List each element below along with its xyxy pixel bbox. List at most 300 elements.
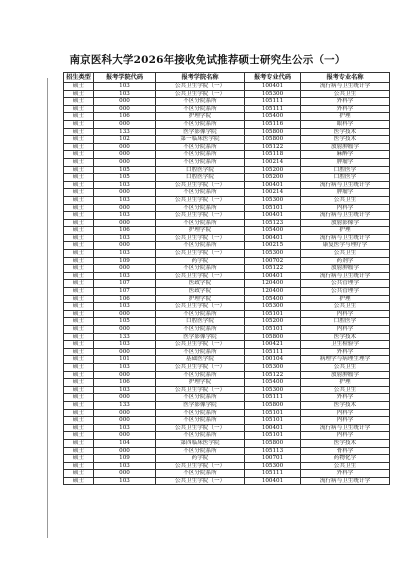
table-row	[64, 318, 390, 326]
cell-major-name: 外科学	[301, 105, 390, 113]
cell-college-code: 103	[94, 272, 156, 280]
cell-major-name: 内科学	[301, 326, 390, 334]
table-row	[64, 462, 390, 470]
cell-major-code: 105800	[245, 401, 301, 409]
header-college-code: 报考学院代码	[94, 73, 156, 83]
cell-major-code: 105200	[245, 318, 301, 326]
table-row	[64, 295, 390, 303]
header-major-code: 报考专业代码	[245, 73, 301, 83]
cell-college-name: 不区分院系所	[156, 310, 245, 318]
cell-major-code: 105118	[245, 151, 301, 159]
cell-major-code: 100421	[245, 341, 301, 349]
cell-enrollment-type: 硕士	[64, 424, 94, 432]
cell-enrollment-type: 硕士	[64, 409, 94, 417]
cell-major-code: 105300	[245, 250, 301, 258]
cell-college-code: 000	[94, 394, 156, 402]
cell-college-code: 000	[94, 409, 156, 417]
cell-major-code: 120400	[245, 280, 301, 288]
cell-major-code: 105800	[245, 439, 301, 447]
cell-major-code: 105116	[245, 120, 301, 128]
cell-college-name: 公共卫生学院（一）	[156, 212, 245, 220]
cell-college-code: 105	[94, 166, 156, 174]
cell-enrollment-type: 硕士	[64, 143, 94, 151]
cell-enrollment-type: 硕士	[64, 333, 94, 341]
table-row	[64, 341, 390, 349]
cell-major-code: 105111	[245, 394, 301, 402]
cell-college-name: 不区分院系所	[156, 432, 245, 440]
header-college-name: 报考学院名称	[156, 73, 245, 83]
table-row	[64, 158, 390, 166]
cell-major-code: 100214	[245, 158, 301, 166]
cell-enrollment-type: 硕士	[64, 288, 94, 296]
cell-college-code: 101	[94, 356, 156, 364]
cell-college-code: 000	[94, 105, 156, 113]
cell-college-name: 护理学院	[156, 227, 245, 235]
cell-college-name: 不区分院系所	[156, 158, 245, 166]
cell-college-code: 103	[94, 250, 156, 258]
table-row	[64, 174, 390, 182]
table-row	[64, 189, 390, 197]
cell-major-name: 公共管理学	[301, 288, 390, 296]
cell-major-code: 105300	[245, 386, 301, 394]
cell-major-code: 100401	[245, 234, 301, 242]
cell-major-code: 105111	[245, 348, 301, 356]
cell-college-name: 医政学院	[156, 288, 245, 296]
cell-major-code: 105111	[245, 470, 301, 478]
admission-table	[63, 72, 390, 485]
table-row	[64, 257, 390, 265]
table-row	[64, 386, 390, 394]
cell-major-code: 100104	[245, 356, 301, 364]
cell-college-code: 103	[94, 363, 156, 371]
cell-major-code: 105123	[245, 219, 301, 227]
table-row	[64, 181, 390, 189]
cell-college-code: 104	[94, 439, 156, 447]
cell-college-name: 公共卫生学院（一）	[156, 196, 245, 204]
cell-major-code: 105101	[245, 432, 301, 440]
cell-enrollment-type: 硕士	[64, 250, 94, 258]
cell-college-name: 医政学院	[156, 280, 245, 288]
table-row	[64, 470, 390, 478]
cell-college-name: 不区分院系所	[156, 326, 245, 334]
cell-major-code: 105111	[245, 98, 301, 106]
table-row	[64, 288, 390, 296]
cell-college-code: 103	[94, 477, 156, 485]
cell-major-name: 放射肿瘤学	[301, 371, 390, 379]
cell-college-code: 000	[94, 204, 156, 212]
table-row	[64, 432, 390, 440]
table-row	[64, 113, 390, 121]
cell-college-code: 000	[94, 143, 156, 151]
cell-college-name: 不区分院系所	[156, 348, 245, 356]
table-row	[64, 401, 390, 409]
cell-college-code: 106	[94, 379, 156, 387]
cell-enrollment-type: 硕士	[64, 136, 94, 144]
cell-enrollment-type: 硕士	[64, 166, 94, 174]
cell-college-code: 109	[94, 455, 156, 463]
cell-major-code: 105800	[245, 128, 301, 136]
cell-college-code: 000	[94, 151, 156, 159]
cell-college-name: 公共卫生学院（一）	[156, 341, 245, 349]
cell-enrollment-type: 硕士	[64, 394, 94, 402]
cell-college-code: 000	[94, 98, 156, 106]
cell-enrollment-type: 硕士	[64, 128, 94, 136]
left-binding-edge	[47, 78, 53, 538]
cell-college-name: 公共卫生学院（一）	[156, 386, 245, 394]
cell-major-name: 眼科学	[301, 120, 390, 128]
cell-major-code: 105300	[245, 196, 301, 204]
cell-enrollment-type: 硕士	[64, 303, 94, 311]
cell-college-code: 103	[94, 462, 156, 470]
cell-college-name: 不区分院系所	[156, 447, 245, 455]
table-row	[64, 166, 390, 174]
cell-college-name: 不区分院系所	[156, 219, 245, 227]
cell-major-code: 105400	[245, 227, 301, 235]
cell-college-name: 医学影像学院	[156, 128, 245, 136]
table-row	[64, 439, 390, 447]
cell-enrollment-type: 硕士	[64, 219, 94, 227]
table-row	[64, 356, 390, 364]
cell-major-name: 口腔医学	[301, 318, 390, 326]
page-title: 南京医科大学2026年接收免试推荐硕士研究生公示（一）	[69, 54, 346, 66]
table-row	[64, 280, 390, 288]
cell-major-code: 100702	[245, 257, 301, 265]
table-row	[64, 151, 390, 159]
cell-college-name: 公共卫生学院（一）	[156, 83, 245, 91]
cell-major-code: 105101	[245, 204, 301, 212]
cell-major-code: 105800	[245, 136, 301, 144]
cell-major-name: 流行病与卫生统计学	[301, 83, 390, 91]
cell-enrollment-type: 硕士	[64, 98, 94, 106]
table-row	[64, 447, 390, 455]
cell-college-code: 103	[94, 303, 156, 311]
cell-major-code: 100215	[245, 242, 301, 250]
cell-major-name: 外科学	[301, 348, 390, 356]
cell-college-code: 000	[94, 189, 156, 197]
cell-enrollment-type: 硕士	[64, 90, 94, 98]
cell-major-name: 医学技术	[301, 401, 390, 409]
cell-college-name: 护理学院	[156, 295, 245, 303]
table-row	[64, 250, 390, 258]
cell-enrollment-type: 硕士	[64, 447, 94, 455]
cell-major-code: 100401	[245, 181, 301, 189]
cell-college-name: 公共卫生学院（一）	[156, 424, 245, 432]
cell-enrollment-type: 硕士	[64, 151, 94, 159]
cell-enrollment-type: 硕士	[64, 462, 94, 470]
cell-major-name: 护理	[301, 113, 390, 121]
cell-major-name: 公共卫生	[301, 90, 390, 98]
cell-college-code: 109	[94, 257, 156, 265]
cell-major-name: 放射肿瘤学	[301, 265, 390, 273]
cell-major-code: 105400	[245, 379, 301, 387]
table-body	[64, 83, 390, 485]
cell-college-name: 不区分院系所	[156, 409, 245, 417]
cell-major-name: 医学技术	[301, 333, 390, 341]
cell-college-code: 000	[94, 219, 156, 227]
cell-major-code: 105300	[245, 90, 301, 98]
cell-college-code: 103	[94, 181, 156, 189]
cell-college-code: 106	[94, 295, 156, 303]
cell-college-name: 护理学院	[156, 113, 245, 121]
cell-college-name: 公共卫生学院（一）	[156, 303, 245, 311]
cell-enrollment-type: 硕士	[64, 204, 94, 212]
cell-enrollment-type: 硕士	[64, 371, 94, 379]
cell-college-name: 第四临床医学院	[156, 439, 245, 447]
cell-enrollment-type: 硕士	[64, 196, 94, 204]
cell-major-code: 105122	[245, 143, 301, 151]
cell-major-code: 105300	[245, 363, 301, 371]
cell-college-code: 000	[94, 310, 156, 318]
cell-major-name: 公共卫生	[301, 196, 390, 204]
table-row	[64, 196, 390, 204]
cell-college-code: 000	[94, 242, 156, 250]
cell-major-name: 口腔医学	[301, 174, 390, 182]
cell-college-name: 不区分院系所	[156, 417, 245, 425]
cell-major-code: 100701	[245, 455, 301, 463]
cell-college-name: 不区分院系所	[156, 98, 245, 106]
cell-major-code: 100401	[245, 272, 301, 280]
cell-major-code: 105101	[245, 326, 301, 334]
cell-major-code: 105200	[245, 174, 301, 182]
cell-major-code: 105101	[245, 310, 301, 318]
cell-major-name: 公共卫生	[301, 386, 390, 394]
cell-college-name: 公共卫生学院（一）	[156, 250, 245, 258]
cell-major-code: 105113	[245, 447, 301, 455]
cell-enrollment-type: 硕士	[64, 477, 94, 485]
cell-major-name: 外科学	[301, 394, 390, 402]
cell-enrollment-type: 硕士	[64, 341, 94, 349]
cell-major-code: 100214	[245, 189, 301, 197]
cell-college-name: 药学院	[156, 455, 245, 463]
cell-major-name: 内科学	[301, 417, 390, 425]
cell-college-code: 107	[94, 288, 156, 296]
cell-major-name: 护理	[301, 295, 390, 303]
cell-college-code: 000	[94, 265, 156, 273]
cell-major-name: 流行病与卫生统计学	[301, 181, 390, 189]
cell-enrollment-type: 硕士	[64, 348, 94, 356]
cell-college-name: 不区分院系所	[156, 242, 245, 250]
cell-enrollment-type: 硕士	[64, 120, 94, 128]
cell-major-code: 105101	[245, 417, 301, 425]
cell-college-name: 不区分院系所	[156, 371, 245, 379]
cell-major-code: 100401	[245, 83, 301, 91]
cell-major-name: 医学技术	[301, 439, 390, 447]
cell-college-code: 000	[94, 447, 156, 455]
cell-college-code: 000	[94, 326, 156, 334]
cell-enrollment-type: 硕士	[64, 242, 94, 250]
table-row	[64, 272, 390, 280]
cell-enrollment-type: 硕士	[64, 379, 94, 387]
cell-college-name: 公共卫生学院（一）	[156, 234, 245, 242]
cell-major-name: 公共管理学	[301, 280, 390, 288]
cell-college-code: 000	[94, 417, 156, 425]
cell-college-name: 口腔医学院	[156, 318, 245, 326]
cell-enrollment-type: 硕士	[64, 417, 94, 425]
cell-college-code: 133	[94, 128, 156, 136]
cell-major-code: 105122	[245, 265, 301, 273]
table-row	[64, 227, 390, 235]
cell-enrollment-type: 硕士	[64, 455, 94, 463]
cell-major-name: 公共卫生	[301, 250, 390, 258]
cell-college-name: 公共卫生学院（一）	[156, 363, 245, 371]
cell-college-name: 护理学院	[156, 379, 245, 387]
cell-major-name: 药剂学	[301, 257, 390, 265]
cell-major-code: 105800	[245, 333, 301, 341]
cell-college-code: 102	[94, 136, 156, 144]
table-row	[64, 98, 390, 106]
cell-college-name: 基础医学院	[156, 356, 245, 364]
cell-college-code: 000	[94, 470, 156, 478]
cell-major-name: 公共卫生	[301, 462, 390, 470]
table-row	[64, 477, 390, 485]
table-row	[64, 212, 390, 220]
table-row	[64, 265, 390, 273]
cell-college-code: 103	[94, 83, 156, 91]
cell-college-name: 口腔医学院	[156, 174, 245, 182]
cell-enrollment-type: 硕士	[64, 158, 94, 166]
cell-college-code: 000	[94, 158, 156, 166]
header-enrollment-type: 招生类型	[64, 73, 94, 83]
table-row	[64, 424, 390, 432]
cell-major-name: 放射肿瘤学	[301, 143, 390, 151]
table-row	[64, 120, 390, 128]
cell-college-code: 103	[94, 90, 156, 98]
cell-major-name: 口腔医学	[301, 166, 390, 174]
cell-major-name: 流行病与卫生统计学	[301, 234, 390, 242]
cell-enrollment-type: 硕士	[64, 470, 94, 478]
cell-college-code: 105	[94, 174, 156, 182]
header-major-name: 报考专业名称	[301, 73, 390, 83]
cell-enrollment-type: 硕士	[64, 113, 94, 121]
cell-major-code: 105300	[245, 462, 301, 470]
table-row	[64, 242, 390, 250]
cell-enrollment-type: 硕士	[64, 174, 94, 182]
table-row	[64, 326, 390, 334]
cell-college-name: 不区分院系所	[156, 151, 245, 159]
cell-enrollment-type: 硕士	[64, 181, 94, 189]
cell-major-name: 护理	[301, 379, 390, 387]
cell-major-name: 放射影像学	[301, 219, 390, 227]
cell-college-code: 103	[94, 424, 156, 432]
cell-enrollment-type: 硕士	[64, 265, 94, 273]
cell-college-code: 000	[94, 348, 156, 356]
cell-enrollment-type: 硕士	[64, 227, 94, 235]
cell-major-name: 外科学	[301, 98, 390, 106]
cell-college-name: 公共卫生学院（一）	[156, 462, 245, 470]
table-row	[64, 143, 390, 151]
table-row	[64, 219, 390, 227]
table-row	[64, 394, 390, 402]
cell-college-code: 103	[94, 234, 156, 242]
table-row	[64, 363, 390, 371]
cell-college-name: 不区分院系所	[156, 470, 245, 478]
table-row	[64, 136, 390, 144]
cell-major-name: 卫生检验学	[301, 341, 390, 349]
cell-college-code: 107	[94, 280, 156, 288]
cell-enrollment-type: 硕士	[64, 212, 94, 220]
cell-major-code: 105400	[245, 113, 301, 121]
cell-college-name: 第一临床医学院	[156, 136, 245, 144]
table-row	[64, 310, 390, 318]
cell-enrollment-type: 硕士	[64, 356, 94, 364]
cell-enrollment-type: 硕士	[64, 295, 94, 303]
cell-major-name: 康复医学与理疗学	[301, 242, 390, 250]
cell-major-name: 病理学与病理生理学	[301, 356, 390, 364]
table-row	[64, 234, 390, 242]
table-row	[64, 455, 390, 463]
cell-major-code: 100401	[245, 424, 301, 432]
cell-college-name: 口腔医学院	[156, 166, 245, 174]
cell-college-code: 103	[94, 196, 156, 204]
cell-major-name: 麻醉学	[301, 151, 390, 159]
cell-college-name: 不区分院系所	[156, 105, 245, 113]
cell-enrollment-type: 硕士	[64, 234, 94, 242]
cell-enrollment-type: 硕士	[64, 439, 94, 447]
cell-enrollment-type: 硕士	[64, 310, 94, 318]
cell-major-code: 105101	[245, 409, 301, 417]
cell-enrollment-type: 硕士	[64, 326, 94, 334]
cell-college-name: 不区分院系所	[156, 189, 245, 197]
table-row	[64, 128, 390, 136]
cell-college-code: 103	[94, 341, 156, 349]
cell-enrollment-type: 硕士	[64, 386, 94, 394]
cell-major-code: 100401	[245, 477, 301, 485]
cell-major-code: 105200	[245, 166, 301, 174]
table-row	[64, 417, 390, 425]
cell-major-name: 医学技术	[301, 128, 390, 136]
cell-enrollment-type: 硕士	[64, 272, 94, 280]
cell-enrollment-type: 硕士	[64, 401, 94, 409]
cell-major-name: 内科学	[301, 409, 390, 417]
cell-college-name: 医学影像学院	[156, 401, 245, 409]
cell-major-name: 肿瘤学	[301, 189, 390, 197]
cell-major-name: 护理	[301, 227, 390, 235]
cell-major-code: 105400	[245, 295, 301, 303]
table-row	[64, 90, 390, 98]
cell-college-code: 000	[94, 371, 156, 379]
cell-major-name: 肿瘤学	[301, 158, 390, 166]
cell-college-code: 000	[94, 432, 156, 440]
cell-college-code: 106	[94, 227, 156, 235]
cell-college-code: 133	[94, 401, 156, 409]
cell-major-code: 100401	[245, 212, 301, 220]
cell-major-code: 105300	[245, 303, 301, 311]
cell-enrollment-type: 硕士	[64, 189, 94, 197]
cell-enrollment-type: 硕士	[64, 432, 94, 440]
cell-college-name: 不区分院系所	[156, 143, 245, 151]
cell-college-name: 不区分院系所	[156, 204, 245, 212]
cell-college-code: 103	[94, 212, 156, 220]
cell-major-code: 120400	[245, 288, 301, 296]
table-row	[64, 303, 390, 311]
cell-major-code: 105111	[245, 105, 301, 113]
cell-enrollment-type: 硕士	[64, 105, 94, 113]
cell-major-name: 内科学	[301, 204, 390, 212]
table-row	[64, 371, 390, 379]
cell-major-name: 骨科学	[301, 447, 390, 455]
cell-college-name: 不区分院系所	[156, 394, 245, 402]
cell-college-name: 公共卫生学院（一）	[156, 90, 245, 98]
cell-major-code: 105122	[245, 371, 301, 379]
cell-college-name: 药学院	[156, 257, 245, 265]
cell-major-name: 流行病与卫生统计学	[301, 477, 390, 485]
cell-enrollment-type: 硕士	[64, 318, 94, 326]
table-row	[64, 83, 390, 91]
table-row	[64, 333, 390, 341]
table-row	[64, 409, 390, 417]
cell-major-name: 医学技术	[301, 136, 390, 144]
cell-enrollment-type: 硕士	[64, 83, 94, 91]
